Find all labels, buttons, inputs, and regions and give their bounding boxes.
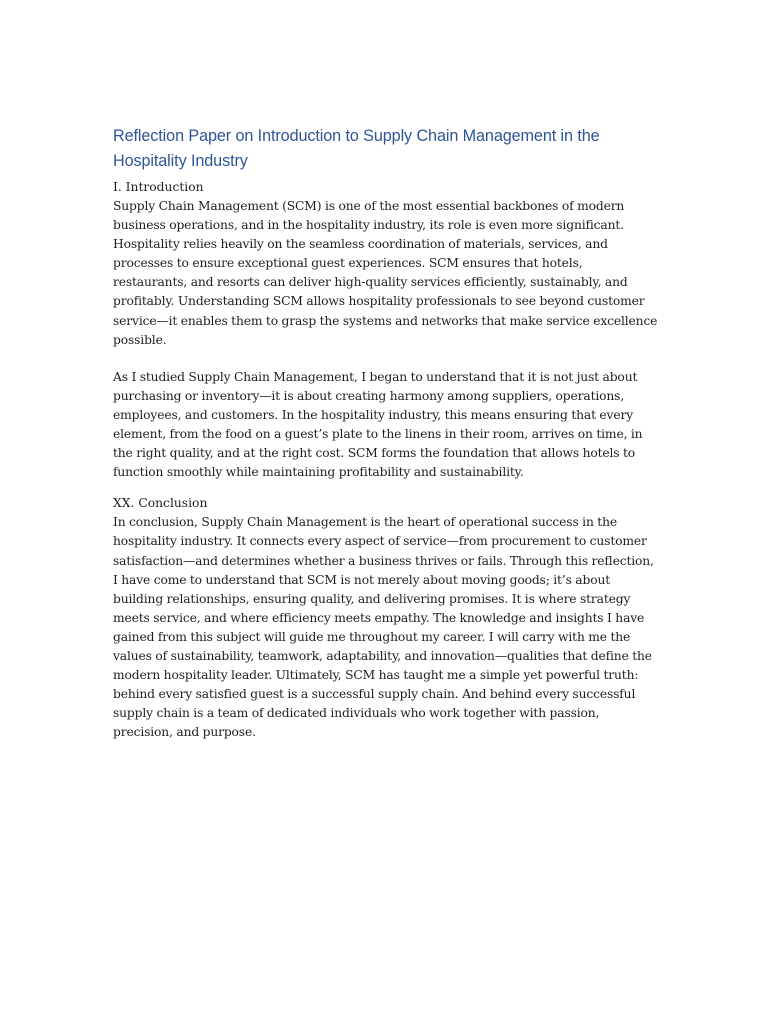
- section-heading-conclusion: XX. Conclusion: [113, 496, 208, 511]
- introduction-paragraph: Supply Chain Management (SCM) is one of the most essential backbones of modern business operations, and in the hospitality industry, its role is even more significant. Hospitality relies heavily on the seamless coordination of materials, services, and processes to ensure exceptional guest experiences. SCM ensures that hotels, restaurants, and resorts can deliver high-quality services efficiently, sustainably, and profitably. Understanding SCM allows hospitality professionals to see beyond customer service—it enables them to grasp the systems and networks that make service excellence possible.: [113, 199, 658, 347]
- document-body: [113, 124, 658, 742]
- paragraph-spacer: [113, 350, 658, 368]
- document-title: Reflection Paper on Introduction to Supply Chain Management in the Hospitality Industry: [113, 127, 600, 170]
- conclusion-paragraph: In conclusion, Supply Chain Management is the heart of operational success in the hospitality industry. It connects every aspect of service—from procurement to customer satisfaction—and determines whether a business thrives or fails. Through this reflection, I have come to understand that SCM is not merely about moving goods; it’s about building relationships, ensuring quality, and delivering promises. It is where strategy meets service, and where efficiency meets empathy. The knowledge and insights I have gained from this subject will guide me throughout my career. I will carry with me the values of sustainability, teamwork, adaptability, and innovation—qualities that define the modern hospitality leader. Ultimately, SCM has taught me a simple yet powerful truth: behind every satisfied guest is a successful supply chain. And behind every successful supply chain is a team of dedicated individuals who work together with passion, precision, and purpose.: [113, 515, 654, 740]
- introduction-paragraph: As I studied Supply Chain Management, I began to understand that it is not just about purchasing or inventory—it is about creating harmony among suppliers, operations, employees, and customers. In the hospitality industry, this means ensuring that every element, from the food on a guest’s plate to the linens in their room, arrives on time, in the right quality, and at the right cost. SCM forms the foundation that allows hotels to function smoothly while maintaining profitability and sustainability.: [113, 369, 643, 480]
- section-heading-introduction: I. Introduction: [113, 180, 204, 194]
- section-spacer: [113, 482, 658, 494]
